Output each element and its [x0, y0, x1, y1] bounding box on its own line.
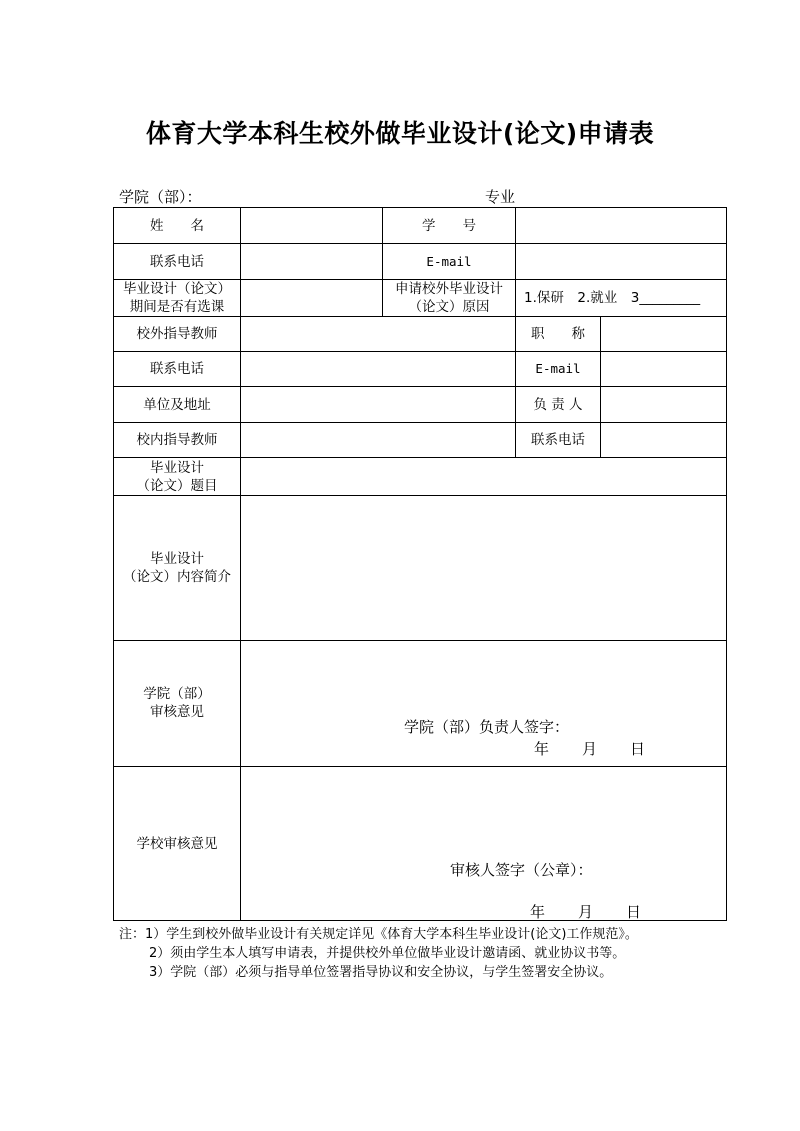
college-label: 学院（部）： — [119, 188, 202, 206]
int-advisor-field[interactable] — [241, 423, 515, 457]
school-sign-label: 审核人签字（公章）： — [450, 861, 593, 879]
reason-label — [383, 280, 515, 316]
int-advisor-label: 校内指导教师 — [136, 432, 218, 448]
email-field[interactable] — [516, 244, 726, 279]
unit-address-field[interactable] — [241, 387, 515, 422]
content-field[interactable] — [241, 496, 726, 640]
student-id-field[interactable] — [516, 208, 726, 243]
college-opinion-label — [114, 641, 240, 766]
int-phone-label: 联系电话 — [531, 432, 585, 448]
school-opinion-label: 学校审核意见 — [136, 835, 218, 852]
elective-field[interactable] — [241, 280, 382, 316]
phone-label: 联系电话 — [150, 253, 204, 270]
school-sign-date: 年 月 日 — [530, 903, 643, 921]
topic-label — [114, 458, 240, 495]
elective-label-line2: 期间是否有选课 — [129, 299, 225, 315]
college-opinion-line2: 审核意见 — [150, 704, 204, 720]
college-opinion-field[interactable] — [241, 641, 726, 766]
note-2: 2）须由学生本人填写申请表，并提供校外单位做毕业设计邀请函、就业协议书等。 — [149, 946, 626, 961]
college-opinion-line1: 学院（部） — [143, 686, 211, 702]
note-3: 3）学院（部）必须与指导单位签署指导协议和安全协议，与学生签署安全协议。 — [149, 965, 613, 980]
person-in-charge-label: 负 责 人 — [533, 396, 583, 413]
title-rank-field[interactable] — [601, 317, 726, 351]
page-title: 体育大学本科生校外做毕业设计(论文)申请表 — [145, 119, 655, 148]
note-1: 注：1）学生到校外做毕业设计有关规定详见《体育大学本科生毕业设计(论文)工作规范》。 — [119, 927, 638, 942]
email-label: E-mail — [426, 253, 472, 269]
elective-label — [114, 280, 240, 316]
reason-label-line1: 申请校外毕业设计 — [395, 281, 503, 297]
unit-address-label: 单位及地址 — [143, 396, 211, 413]
content-label — [114, 496, 240, 640]
school-opinion-field[interactable] — [241, 767, 726, 920]
name-field[interactable] — [241, 208, 382, 243]
int-phone-field[interactable] — [601, 423, 726, 457]
elective-label-line1: 毕业设计（论文） — [123, 281, 231, 297]
topic-label-line1: 毕业设计 — [150, 459, 204, 476]
ext-email-label: E-mail — [535, 361, 581, 376]
application-form-table — [113, 207, 727, 921]
phone-field[interactable] — [241, 244, 382, 279]
ext-email-field[interactable] — [601, 352, 726, 386]
topic-label-line2: （论文）题目 — [136, 477, 218, 494]
person-in-charge-field[interactable] — [601, 387, 726, 422]
content-label-line1: 毕业设计 — [150, 551, 204, 567]
ext-phone-label: 联系电话 — [150, 361, 204, 377]
college-sign-label: 学院（部）负责人签字： — [404, 718, 570, 736]
reason-label-line2: （论文）原因 — [408, 299, 490, 315]
ext-advisor-label: 校外指导教师 — [136, 326, 218, 342]
student-id-label: 学 号 — [422, 217, 476, 234]
name-label: 姓 名 — [150, 217, 204, 234]
notes — [119, 925, 638, 982]
content-label-line2: （论文）内容简介 — [123, 569, 231, 585]
ext-advisor-field[interactable] — [241, 317, 515, 351]
title-rank-label: 职 称 — [531, 326, 585, 342]
ext-phone-field[interactable] — [241, 352, 515, 386]
major-label: 专业 — [485, 188, 516, 206]
topic-field[interactable] — [241, 458, 726, 495]
college-sign-date: 年 月 日 — [534, 740, 647, 758]
reason-options[interactable]: 1.保研 2.就业 3_________ — [524, 290, 701, 306]
